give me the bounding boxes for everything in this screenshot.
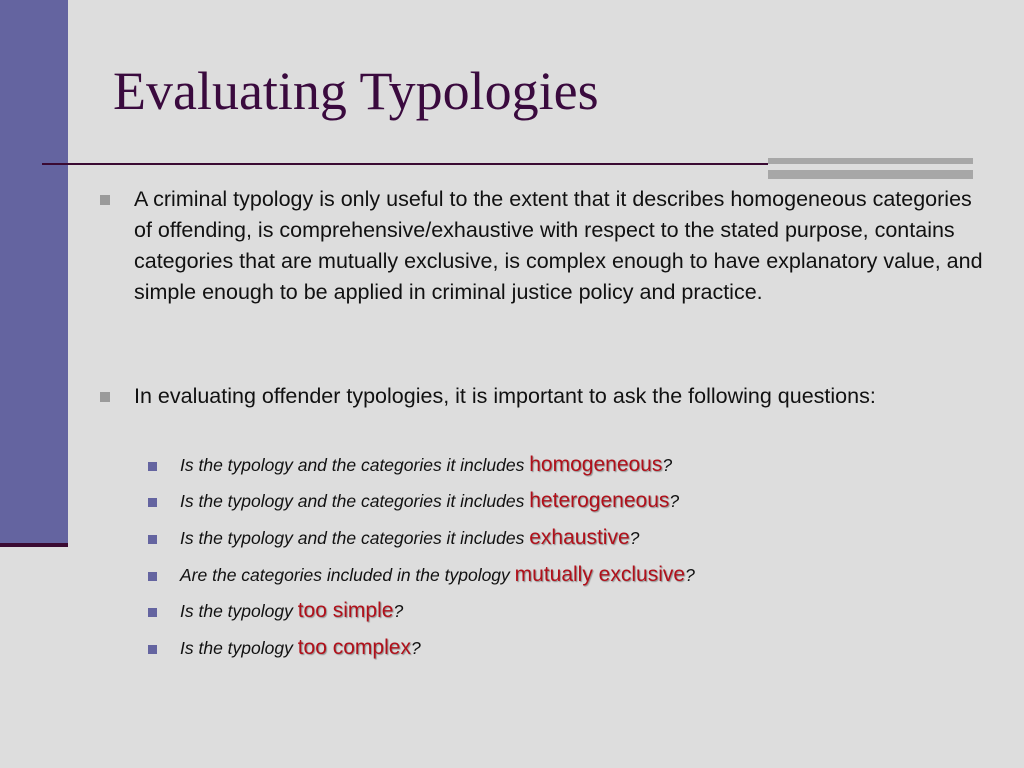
sub-bullet-text — [180, 599, 980, 623]
sub-bullet-marker — [148, 498, 157, 507]
sub-bullet-marker — [148, 462, 157, 471]
sub-bullet-prefix: Is the typology and the categories it includes — [180, 491, 530, 511]
sub-bullet-marker — [148, 572, 157, 581]
sub-bullet-marker — [148, 608, 157, 617]
sub-bullet-marker — [148, 535, 157, 544]
sub-bullet-prefix: Are the categories included in the typology — [180, 565, 515, 585]
sub-bullet-text — [180, 526, 980, 550]
sub-bullet-text — [180, 636, 980, 660]
slide-title: Evaluating Typologies — [113, 61, 599, 121]
sub-bullet-marker — [148, 645, 157, 654]
sub-bullet-suffix: ? — [685, 565, 695, 585]
sub-bullet-prefix: Is the typology and the categories it includes — [180, 455, 530, 475]
bullet-marker — [100, 392, 110, 402]
sub-bullet-suffix: ? — [669, 491, 680, 511]
sub-bullet-suffix: ? — [662, 455, 673, 475]
sub-bullet-suffix: ? — [410, 638, 421, 658]
sub-bullet-text — [180, 563, 980, 587]
highlight-term: too complex — [297, 636, 411, 659]
bullet-marker — [100, 195, 110, 205]
bullet-text: In evaluating offender typologies, it is important to ask the following questions: — [134, 384, 876, 408]
highlight-term: mutually exclusive — [514, 563, 686, 586]
highlight-term: exhaustive — [529, 526, 630, 549]
sub-bullet-text — [180, 489, 980, 513]
sub-bullet-suffix: ? — [629, 528, 640, 548]
sub-bullet-prefix: Is the typology and the categories it includes — [180, 528, 530, 548]
highlight-term: homogeneous — [529, 453, 663, 476]
sub-bullet-text — [180, 453, 980, 477]
highlight-term: too simple — [297, 599, 394, 622]
bullet-text: A criminal typology is only useful to the extent that it describes homogeneous categories of offending, is comprehensive/exhaustive with respect to the stated purpose, contains categories that are mutually exclusive, is complex enough to have explanatory value, and simple enough to be applied in criminal justice policy and practice. — [134, 187, 983, 304]
sub-bullet-prefix: Is the typology — [180, 601, 298, 621]
highlight-term: heterogeneous — [529, 489, 670, 512]
sub-bullet-suffix: ? — [393, 601, 404, 621]
sub-bullet-prefix: Is the typology — [180, 638, 298, 658]
